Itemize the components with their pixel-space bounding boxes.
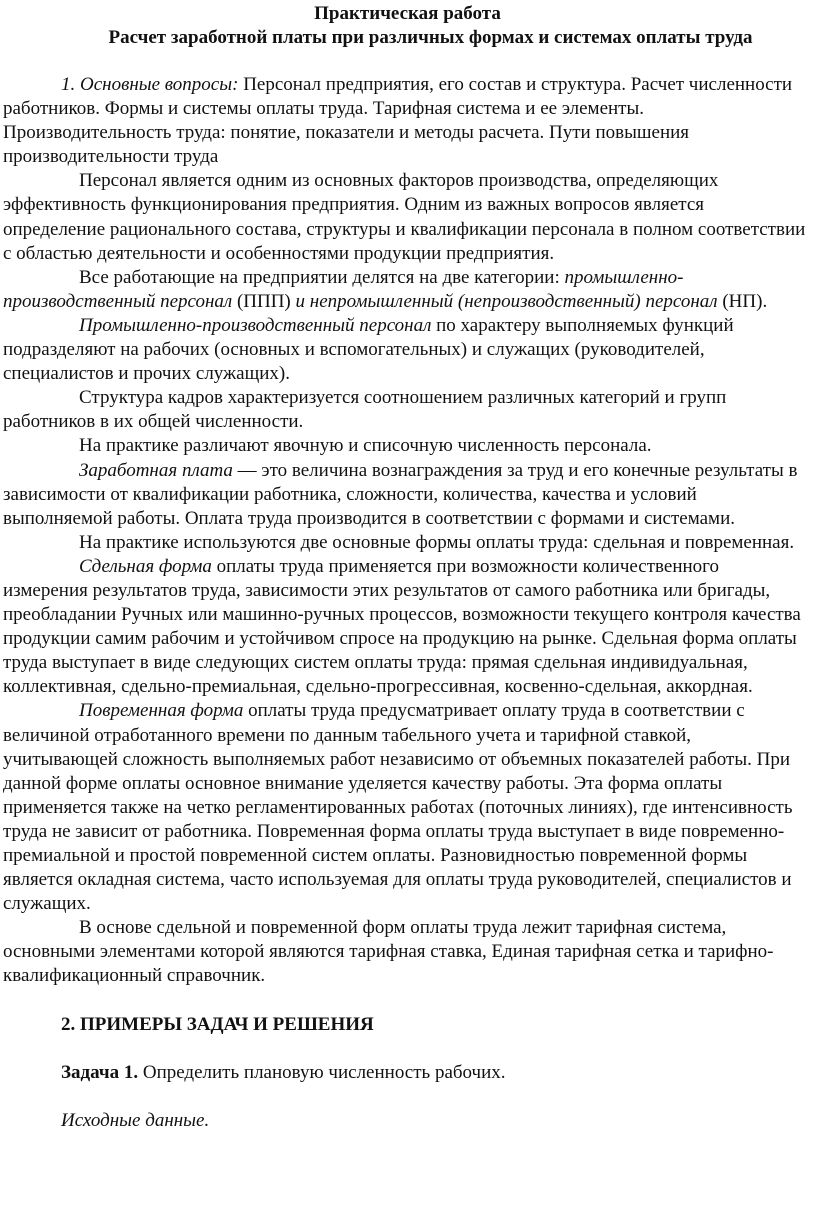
intro-paragraph [3,73,806,169]
text-run: Все работающие на предприятии делятся на две категории: [79,266,565,288]
paragraph-categories [3,266,806,314]
document-subtitle: Расчет заработной платы при различных формах и системах оплаты труда [108,27,753,48]
paragraph-headcount: На практике различают явочную и списочную численность персонала. [79,435,652,457]
term-np: и непромышленный (непроизводственный) персонал [295,290,718,312]
paragraph-ppp [3,314,806,386]
paragraph-time-based [3,699,806,916]
term-ppp: промышленно-производственный персонал [3,266,684,312]
task-text: Определить плановую численность рабочих. [138,1061,506,1083]
task-label: Задача 1. [61,1061,139,1083]
intro-text: Персонал предприятия, его состав и структура. Расчет численности работников. Формы и системы оплаты труда. Тарифная система и ее элементы. Производительность труда: понятие, показатели и методы расчета. Пути повышения производительности труда [3,74,793,168]
text-run: оплаты труда применяется при возможности количественного измерения результатов труда, зависимости этих результатов от самого работника или бригады, преобладании Ручных или машинно-ручных процессов, возможности текущего контроля качества продукции самим рабочим и устойчивом спросе на продукцию на рынке. Сдельная форма оплаты труда выступает в виде следующих систем оплаты труда: прямая сдельная индивидуальная, коллективная, сдельно-премиальная, сдельно-прогрессивная, косвенно-сдельная, аккордная. [3,555,801,698]
spacer [3,1037,806,1061]
term-wage: Заработная плата [79,459,233,481]
paragraph-tariff: В основе сдельной и повременной форм оплаты труда лежит тарифная система, основными элементами которой являются тарифная ставка, Единая тарифная сетка и тарифно-квалификационный справочник. [3,917,774,987]
text-run: (ППП) [232,290,296,312]
text-run: (НП). [717,290,768,312]
section-heading: 2. ПРИМЕРЫ ЗАДАЧ И РЕШЕНИЯ [61,1013,374,1035]
paragraph-piecework [3,555,806,700]
document-title: Практическая работа [314,3,501,24]
task-1 [3,1061,806,1085]
term-piecework: Сдельная форма [79,555,212,577]
spacer [3,50,806,73]
paragraph-forms: На практике используются две основные формы оплаты труда: сдельная и повременная. [79,531,795,553]
paragraph-structure: Структура кадров характеризуется соотношением различных категорий и групп работников в их общей численности. [3,387,727,433]
initial-data-text: Исходные данные. [61,1109,210,1131]
paragraph-wage [3,459,806,531]
term-time-based: Повременная форма [79,700,244,722]
text-run: оплаты труда предусматривает оплату труда в соответствии с величиной отработанного времени по данным табельного учета и тарифной ставкой, учитывающей сложность выполняемых работ независимо от объемных показателей работы. При данной форме оплаты основное внимание уделяется качеству работы. Эта форма оплаты применяется также на четко регламентированных работах (поточных линиях), где интенсивность труда не зависит от работника. Повременная форма оплаты труда выступает в виде повременно-премиальной и простой повременной систем оплаты. Разновидностью повременной формы является окладная система, часто используемая для оплаты труда руководителей, специалистов и служащих. [3,700,793,915]
paragraph-personnel: Персонал является одним из основных факторов производства, определяющих эффективность функционирования предприятия. Одним из важных вопросов является определение рационального состава, структуры и квалификации персонала в полном соответствии с областью деятельности и особенностями продукции предприятия. [3,170,806,264]
text-run: по характеру выполняемых функций подразделяют на рабочих (основных и вспомогательных) и служащих (руководителей, специалистов и прочих служащих). [3,314,734,385]
intro-label: 1. Основные вопросы: [61,74,239,95]
term-ppp-2: Промышленно-производственный персонал [79,314,432,336]
initial-data-label [3,1109,806,1133]
text-run: — это величина вознаграждения за труд и его конечные результаты в зависимости от квалификации работника, сложности, количества, качества и условий выполняемой работы. Оплата труда производится в соответствии с формами и системами. [3,459,798,529]
spacer [3,1085,806,1109]
spacer [3,989,806,1013]
